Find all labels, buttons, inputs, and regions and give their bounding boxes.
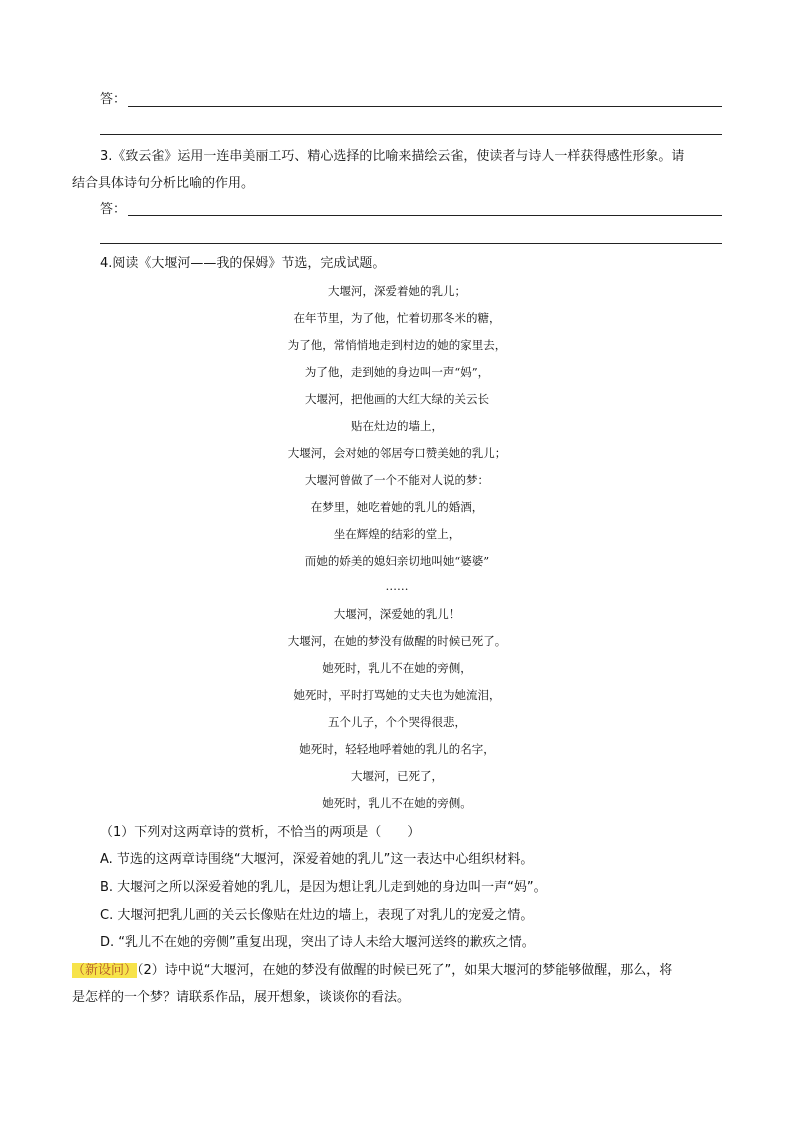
option-d[interactable]: D. “乳儿不在她的旁侧”重复出现，突出了诗人未给大堰河送终的歉疚之情。 <box>100 935 535 950</box>
poem-line: 坐在辉煌的结彩的堂上， <box>333 527 461 541</box>
answer-line[interactable] <box>100 243 722 244</box>
poem-line: 在年节里，为了他，忙着切那冬米的糖， <box>293 311 501 325</box>
question-3-line-1: 3.《致云雀》运用一连串美丽工巧、精心选择的比喻来描绘云雀，使读者与诗人一样获得感性形象。请 <box>100 149 685 164</box>
answer-label: 答： <box>100 92 127 107</box>
poem-line: 大堰河，在她的梦没有做醒的时候已死了。 <box>287 634 507 648</box>
sub-question-2-line-2: 是怎样的一个梦？请联系作品，展开想象，谈谈你的看法。 <box>72 990 411 1005</box>
poem-line: 她死时，乳儿不在她的旁侧， <box>322 661 472 675</box>
sub-question-2-line-1 <box>72 962 672 980</box>
answer-line[interactable] <box>100 134 722 135</box>
poem-line: 为了他，常悄悄地走到村边的她的家里去， <box>287 338 507 352</box>
poem-line: 大堰河，会对她的邻居夸口赞美她的乳儿； <box>287 446 507 460</box>
poem-line: 大堰河，深爱她的乳儿！ <box>333 607 461 621</box>
option-a[interactable]: A. 节选的这两章诗围绕“大堰河，深爱着她的乳儿”这一表达中心组织材料。 <box>100 852 534 867</box>
sub-question-1-stem: （1）下列对这两章诗的赏析，不恰当的两项是（ ） <box>100 825 421 840</box>
poem-line: 大堰河，把他画的大红大绿的关云长 <box>305 392 489 406</box>
poem-line: 她死时，乳儿不在她的旁侧。 <box>322 796 472 810</box>
question-3-line-2: 结合具体诗句分析比喻的作用。 <box>72 176 255 191</box>
poem-line: 大堰河曾做了一个不能对人说的梦： <box>305 473 489 487</box>
poem-line: 贴在灶边的墙上， <box>351 419 443 433</box>
answer-line[interactable] <box>128 215 722 216</box>
answer-label: 答： <box>100 202 127 217</box>
new-question-tag: （新设问） <box>72 963 138 978</box>
poem-line: 大堰河，深爱着她的乳儿； <box>328 284 466 298</box>
poem-line: 她死时，轻轻地呼着她的乳儿的名字， <box>299 742 495 756</box>
poem-line: 五个儿子，个个哭得很悲， <box>328 715 466 729</box>
option-b[interactable]: B. 大堰河之所以深爱着她的乳儿，是因为想让乳儿走到她的身边叫一声“妈”。 <box>100 880 547 895</box>
poem-line: 在梦里，她吃着她的乳儿的婚酒， <box>310 500 484 514</box>
poem-line: 大堰河，已死了， <box>351 769 443 783</box>
answer-line[interactable] <box>128 106 722 107</box>
option-c[interactable]: C. 大堰河把乳儿画的关云长像贴在灶边的墙上，表现了对乳儿的宠爱之情。 <box>100 908 534 923</box>
poem-line: 而她的娇美的媳妇亲切地叫她“婆婆” <box>304 554 490 568</box>
poem-line: 她死时，平时打骂她的丈夫也为她流泪， <box>293 688 501 702</box>
poem-ellipsis: …… <box>385 579 409 593</box>
poem-line: 为了他，走到她的身边叫一声“妈”， <box>304 365 490 379</box>
question-4-intro: 4.阅读《大堰河——我的保姆》节选，完成试题。 <box>100 256 386 271</box>
sub-question-2-text: （2）诗中说“大堰河，在她的梦没有做醒的时候已死了”，如果大堰河的梦能够做醒，那么，将 <box>137 963 673 978</box>
